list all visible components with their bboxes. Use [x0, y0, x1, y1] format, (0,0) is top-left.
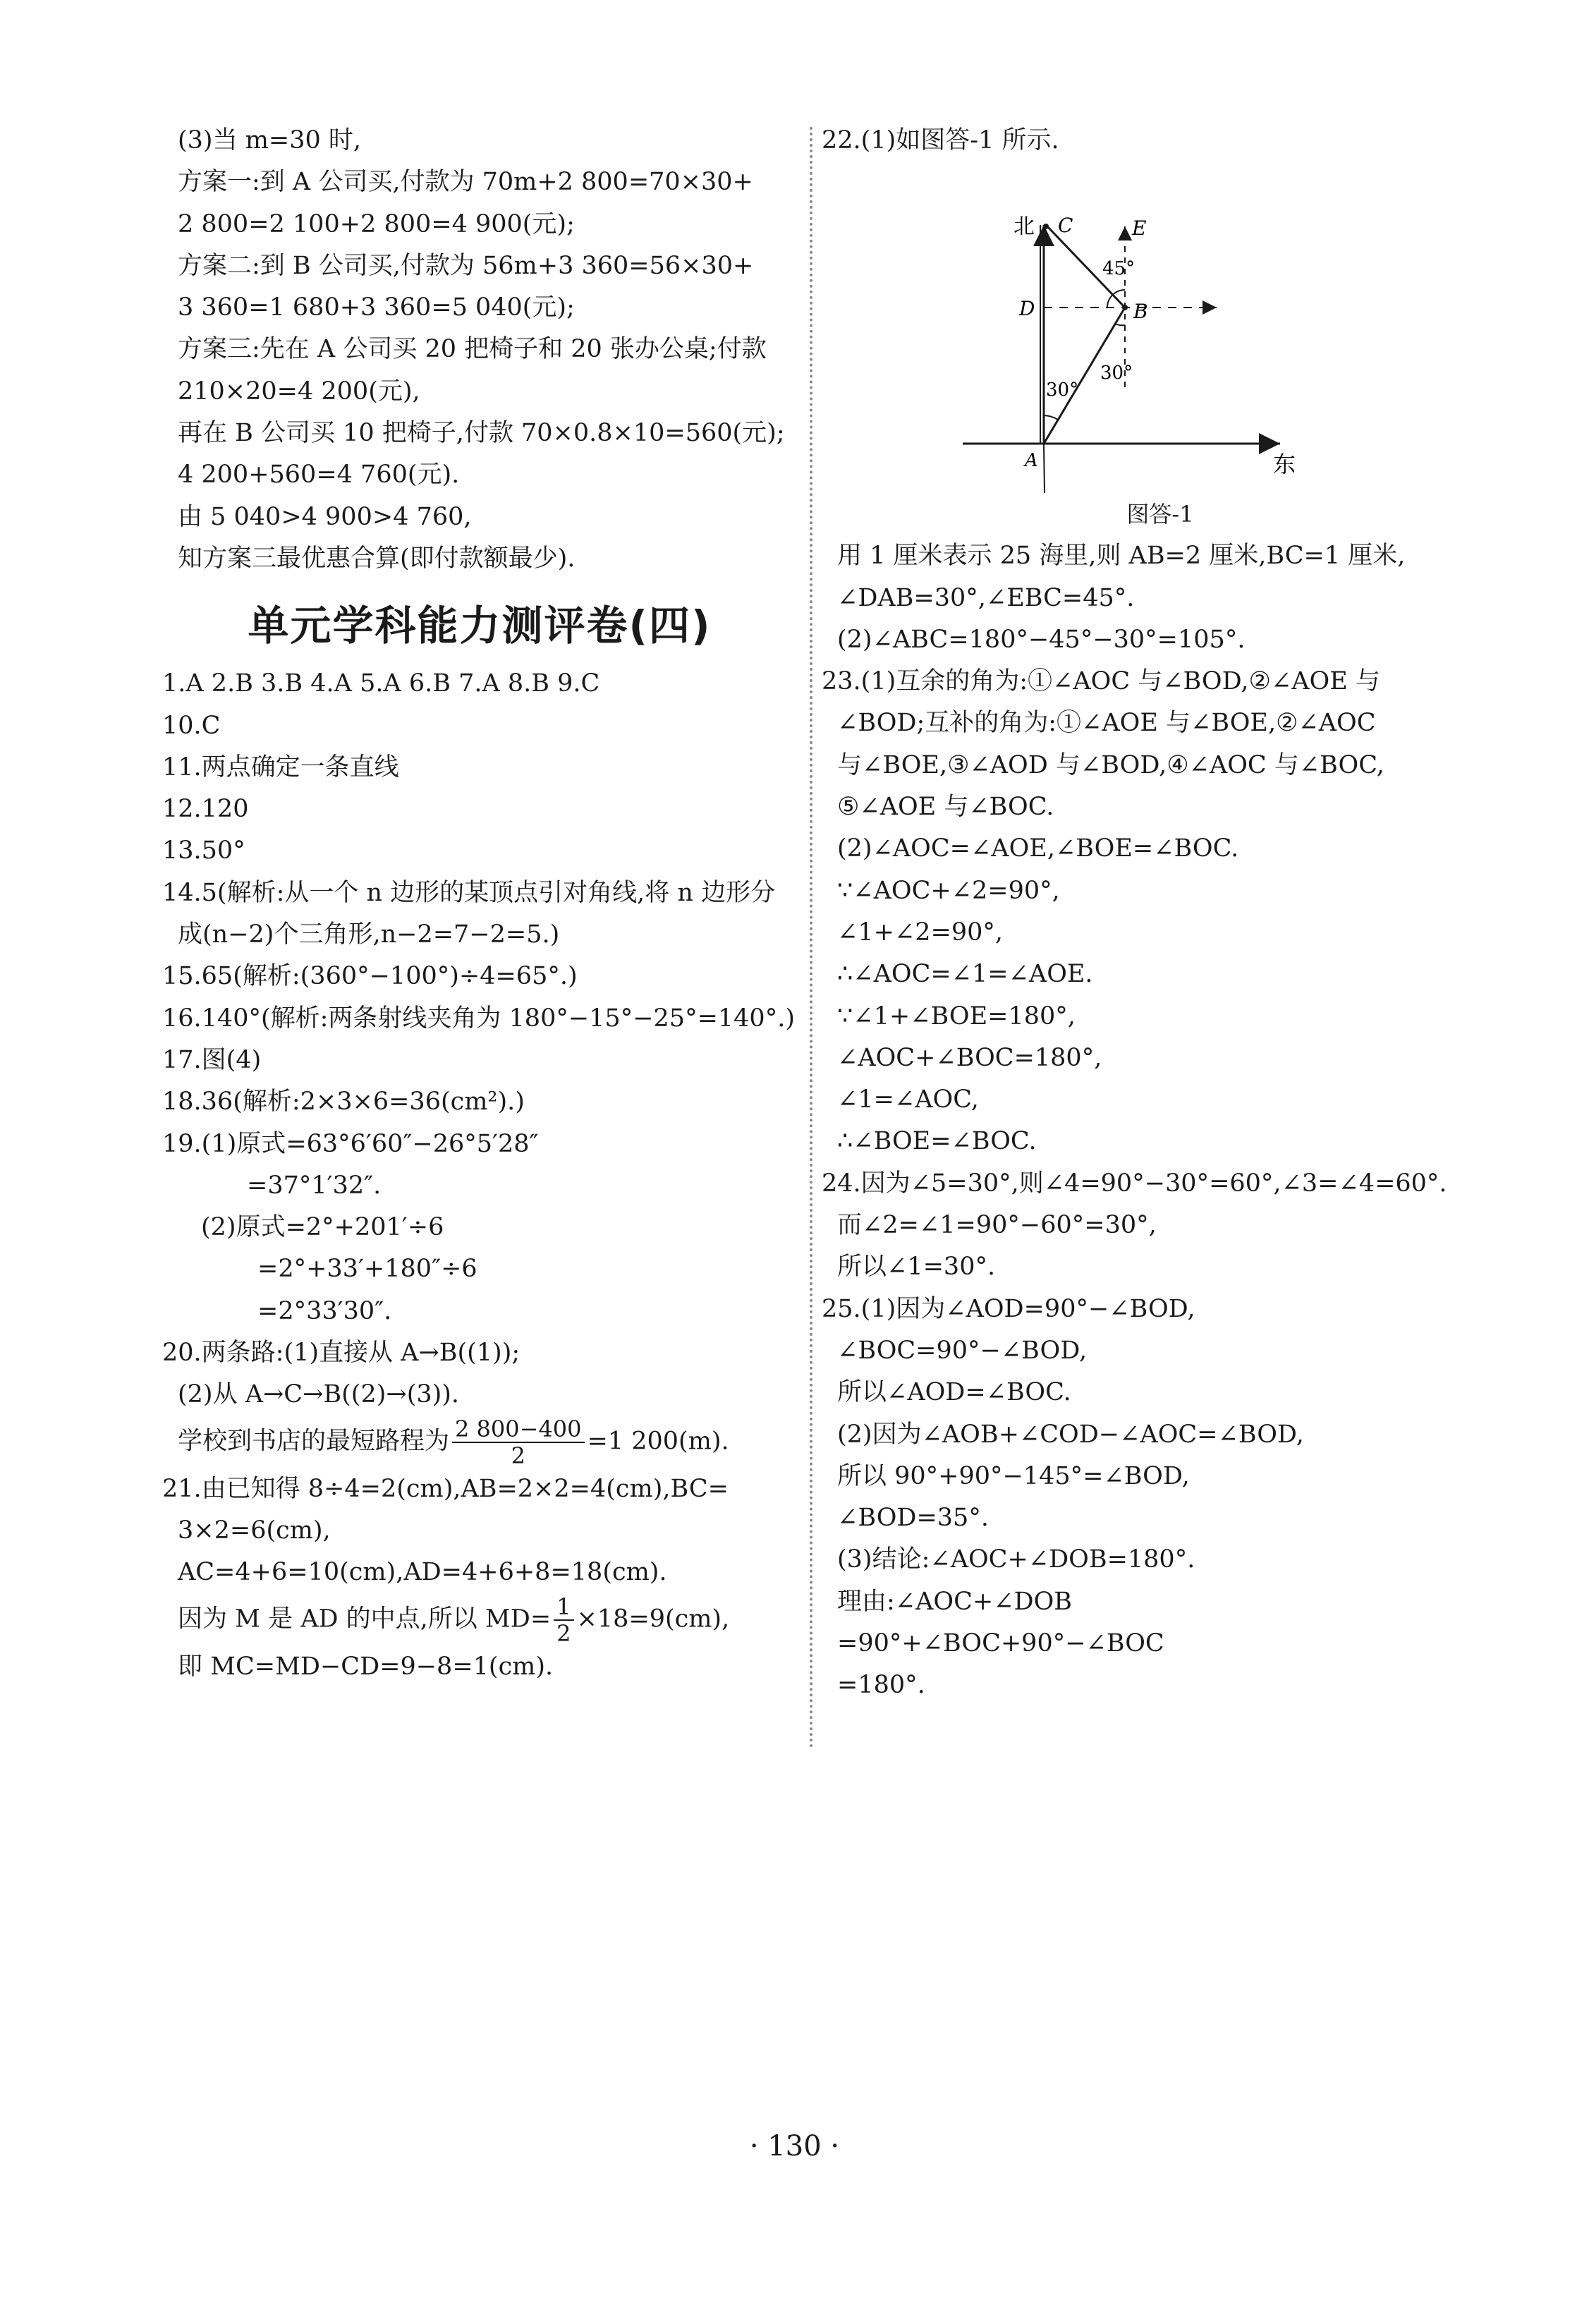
answer-line: 18.36(解析:2×3×6=36(cm²).): [162, 1088, 525, 1117]
answer-line: =2°+33′+180″÷6: [257, 1255, 477, 1284]
answer-line: ∠DAB=30°,∠EBC=45°.: [837, 583, 1135, 612]
answer-line: (2)因为∠AOB+∠COD−∠AOC=∠BOD,: [837, 1420, 1304, 1449]
right-column: [822, 120, 1499, 1707]
answer-line: 用 1 厘米表示 25 海里,则 AB=2 厘米,BC=1 厘米,: [837, 542, 1406, 571]
answer-line: ∴∠AOC=∠1=∠AOE.: [837, 960, 1093, 989]
answer-line: ∴∠BOE=∠BOC.: [837, 1127, 1037, 1156]
answer-line: 12.120: [162, 795, 249, 824]
answer-line: 所以 90°+90°−145°=∠BOD,: [837, 1461, 1190, 1490]
answer-line: 20.两条路:(1)直接从 A→B((1));: [162, 1339, 520, 1368]
left-column: [162, 120, 797, 1688]
answer-line: ∠BOD=35°.: [837, 1504, 989, 1533]
answer-line: 1.A 2.B 3.B 4.A 5.A 6.B 7.A 8.B 9.C: [162, 669, 600, 698]
answer-line: 13.50°: [162, 836, 245, 865]
q20-shortest-path: 学校到书店的最短路程为 $\frac{2 800-400}{2}$ =1 200(m).: [178, 1415, 729, 1469]
page-number: · 130 ·: [749, 2130, 840, 2162]
section-title: 单元学科能力测评卷(四): [248, 602, 712, 650]
column-divider: [810, 127, 812, 1749]
answer-line: 理由:∠AOC+∠DOB: [837, 1587, 1072, 1616]
answer-line: 15.65(解析:(360°−100°)÷4=65°.): [162, 962, 578, 991]
answers-22-25: [822, 535, 1499, 1706]
fraction: $\frac{2 800-400}{2}$: [452, 1416, 585, 1468]
answer-list: [162, 663, 797, 1416]
q22-intro: 22.(1)如图答-1 所示.: [822, 126, 1059, 154]
answer-line: 23.(1)互余的角为:①∠AOC 与∠BOD,②∠AOE 与: [822, 667, 1380, 696]
label-north: 北: [1013, 214, 1035, 240]
answer-line: 25.(1)因为∠AOD=90°−∠BOD,: [822, 1294, 1195, 1323]
solution-line: 知方案三最优惠合算(即付款额最少).: [178, 544, 576, 573]
answer-line: 10.C: [162, 711, 221, 740]
direction-diagram: [822, 162, 1499, 500]
axis-south: [1044, 444, 1045, 493]
label-angle-30-right: 30°: [1100, 363, 1133, 384]
angle-arc-30-b: [1115, 324, 1125, 325]
label-a: A: [1025, 450, 1038, 472]
label-b: B: [1133, 300, 1148, 324]
solution-line: 4 200+560=4 760(元).: [178, 461, 460, 489]
label-angle-45: 45°: [1102, 258, 1136, 280]
q21-midpoint: 因为 M 是 AD 的中点,所以 MD= $\frac{1}{2}$ ×18=9(cm),: [178, 1593, 730, 1647]
solution-line: 210×20=4 200(元),: [178, 377, 420, 406]
answer-line: (2)从 A→C→B((2)→(3)).: [178, 1380, 460, 1409]
answer-line: 11.两点确定一条直线: [162, 753, 399, 781]
q21-line: 21.由已知得 8÷4=2(cm),AB=2×2=4(cm),BC=: [162, 1474, 729, 1503]
solution-line: 3 360=1 680+3 360=5 040(元);: [178, 293, 575, 322]
angle-arc-30-a: [1044, 415, 1058, 420]
answer-line: 而∠2=∠1=90°−60°=30°,: [837, 1211, 1157, 1240]
answer-line: 19.(1)原式=63°6′60″−26°5′28″: [162, 1129, 539, 1158]
q21-last: 即 MC=MD−CD=9−8=1(cm).: [178, 1652, 554, 1681]
solution-line: 再在 B 公司买 10 把椅子,付款 70×0.8×10=560(元);: [178, 419, 785, 448]
answer-line: ∠1+∠2=90°,: [837, 918, 1004, 947]
solution-continued: [162, 120, 797, 580]
solution-line: 方案二:到 B 公司买,付款为 56m+3 360=56×30+: [178, 251, 754, 280]
answer-line: 所以∠1=30°.: [837, 1253, 996, 1282]
point-c: [1043, 224, 1049, 229]
fraction: $\frac{1}{2}$: [554, 1594, 573, 1646]
answer-line: ∵∠1+∠BOE=180°,: [837, 1002, 1076, 1030]
answer-line: 成(n−2)个三角形,n−2=7−2=5.): [178, 920, 560, 949]
answer-line: ∠BOC=90°−∠BOD,: [837, 1336, 1088, 1365]
label-c: C: [1058, 214, 1073, 238]
answer-line: 所以∠AOD=∠BOC.: [837, 1378, 1071, 1407]
answer-line: ∵∠AOC+∠2=90°,: [837, 876, 1060, 905]
answer-line: (3)结论:∠AOC+∠DOB=180°.: [837, 1545, 1195, 1574]
answer-line: ∠BOD;互补的角为:①∠AOE 与∠BOE,②∠AOC: [837, 709, 1376, 738]
answer-line: ⑤∠AOE 与∠BOC.: [837, 793, 1054, 822]
diagram-caption: 图答-1: [1126, 501, 1194, 528]
label-angle-30-left: 30°: [1046, 379, 1079, 401]
q21-line: 3×2=6(cm),: [178, 1516, 331, 1545]
answer-line: 16.140°(解析:两条射线夹角为 180°−15°−25°=140°.): [162, 1004, 795, 1033]
answer-line: (2)∠ABC=180°−45°−30°=105°.: [837, 625, 1246, 654]
answer-line: =37°1′32″.: [247, 1171, 382, 1200]
q21-answer: [162, 1468, 797, 1594]
diagram-svg: [822, 162, 1499, 500]
answer-line: (2)∠AOC=∠AOE,∠BOE=∠BOC.: [837, 834, 1239, 863]
label-d: D: [1019, 297, 1035, 321]
point-b: [1122, 305, 1128, 310]
answer-line: 14.5(解析:从一个 n 边形的某顶点引对角线,将 n 边形分: [162, 878, 776, 907]
solution-line: 方案三:先在 A 公司买 20 把椅子和 20 张办公桌;付款: [178, 335, 767, 364]
q21-line: AC=4+6=10(cm),AD=4+6+8=18(cm).: [178, 1558, 667, 1587]
answer-line: =90°+∠BOC+90°−∠BOC: [837, 1629, 1164, 1658]
label-east: 东: [1273, 451, 1296, 478]
answer-line: 24.因为∠5=30°,则∠4=90°−30°=60°,∠3=∠4=60°.: [822, 1169, 1447, 1198]
solution-line: 2 800=2 100+2 800=4 900(元);: [178, 209, 575, 238]
answer-line: ∠AOC+∠BOC=180°,: [837, 1043, 1102, 1072]
solution-line: 由 5 040>4 900>4 760,: [178, 502, 472, 531]
answer-line: ∠1=∠AOC,: [837, 1085, 979, 1114]
solution-line: 方案一:到 A 公司买,付款为 70m+2 800=70×30+: [178, 168, 753, 197]
label-e: E: [1132, 217, 1147, 241]
answer-line: 与∠BOE,③∠AOD 与∠BOD,④∠AOC 与∠BOC,: [837, 750, 1384, 779]
solution-line: (3)当 m=30 时,: [178, 126, 362, 154]
answer-line: 17.图(4): [162, 1045, 262, 1074]
answer-line: (2)原式=2°+201′÷6: [201, 1213, 444, 1242]
answer-line: =2°33′30″.: [257, 1296, 392, 1325]
answer-line: =180°.: [837, 1671, 925, 1700]
